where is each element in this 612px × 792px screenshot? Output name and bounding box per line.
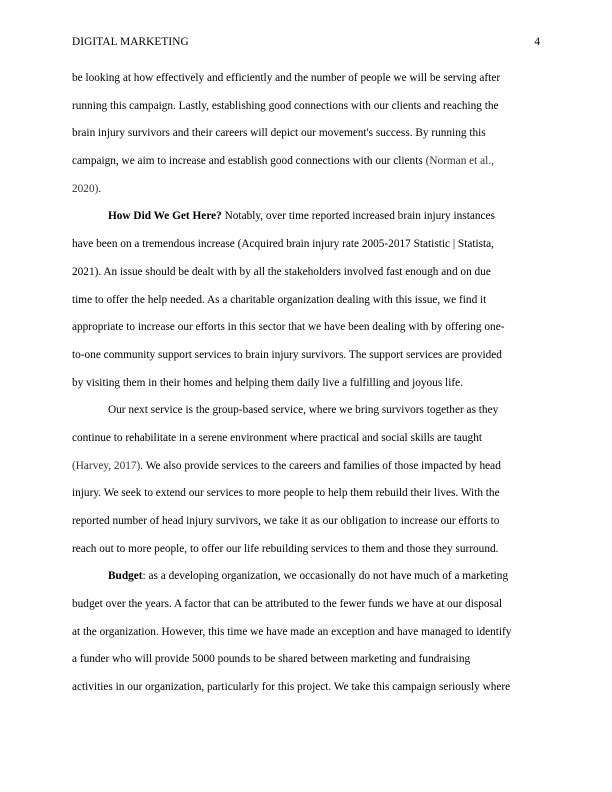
text-line: have been on a tremendous increase (Acquired brain injury rate 2005-2017 Statistic | Statista, xyxy=(72,238,495,251)
citation: (Harvey, 2017) xyxy=(72,459,141,472)
text-line: activities in our organization, particularly for this project. We take this campaign seriously where xyxy=(72,681,511,694)
text-line: appropriate to increase our efforts in this sector that we have been dealing with by offering one- xyxy=(72,321,505,334)
citation: 2020) xyxy=(72,182,99,195)
text-line xyxy=(72,178,542,206)
text-segment: campaign, we aim to increase and establish good connections with our clients xyxy=(72,155,426,168)
section-heading: Budget xyxy=(108,570,143,583)
text-line: reach out to more people, to offer our life rebuilding services to them and those they surround. xyxy=(72,542,499,555)
paragraph-how-did-we-get-here xyxy=(72,205,542,399)
text-line: budget over the years. A factor that can be attributed to the fewer funds we have at our disposal xyxy=(72,598,503,611)
text-line: reported number of head injury survivors, we take it as our obligation to increase our efforts to xyxy=(72,515,500,527)
text-line: running this campaign. Lastly, establishing good connections with our clients and reaching the xyxy=(72,99,499,112)
running-head: DIGITAL MARKETING xyxy=(72,36,189,48)
text-line: by visiting them in their homes and helping them daily live a fulfilling and joyous life. xyxy=(72,376,463,389)
text-segment: Notably, over time reported increased brain injury instances xyxy=(221,210,495,223)
text-line: at the organization. However, this time we have made an exception and have managed to identify xyxy=(72,625,512,638)
text-line xyxy=(72,565,542,593)
text-line: injury. We seek to extend our services to more people to help them rebuild their lives. With the xyxy=(72,487,500,500)
text-line: brain injury survivors and their careers will depict our movement's success. By running this xyxy=(72,127,486,140)
document-body xyxy=(72,67,542,704)
text-line xyxy=(72,150,542,178)
citation: (Norman et al., xyxy=(425,155,494,168)
text-segment: : as a developing organization, we occasionally do not have much of a marketing xyxy=(142,570,509,583)
text-line: a funder who will provide 5000 pounds to be shared between marketing and fundraising xyxy=(72,653,471,666)
page-number: 4 xyxy=(534,36,540,48)
text-line: be looking at how effectively and efficiently and the number of people we will be serving after xyxy=(72,72,501,84)
text-line: time to offer the help needed. As a charitable organization dealing with this issue, we find it xyxy=(72,293,487,306)
text-segment: . We also provide services to the careers and families of those impacted by head xyxy=(140,459,501,472)
paragraph-group-services xyxy=(72,399,542,565)
text-line: to-one community support services to brain injury survivors. The support services are provided xyxy=(72,348,502,361)
text-line xyxy=(72,455,542,483)
text-line xyxy=(72,205,542,233)
text-line: continue to rehabilitate in a serene environment where practical and social skills are taught xyxy=(72,431,482,444)
text-line: 2021). An issue should be dealt with by all the stakeholders involved fast enough and on due xyxy=(72,265,491,278)
section-heading: How Did We Get Here? xyxy=(108,210,222,223)
text-segment: . xyxy=(98,182,102,195)
paragraph-budget xyxy=(72,565,542,703)
page-header xyxy=(72,36,540,52)
text-line: Our next service is the group-based service, where we bring survivors together as they xyxy=(108,404,499,417)
paragraph-campaign-goals xyxy=(72,67,542,205)
